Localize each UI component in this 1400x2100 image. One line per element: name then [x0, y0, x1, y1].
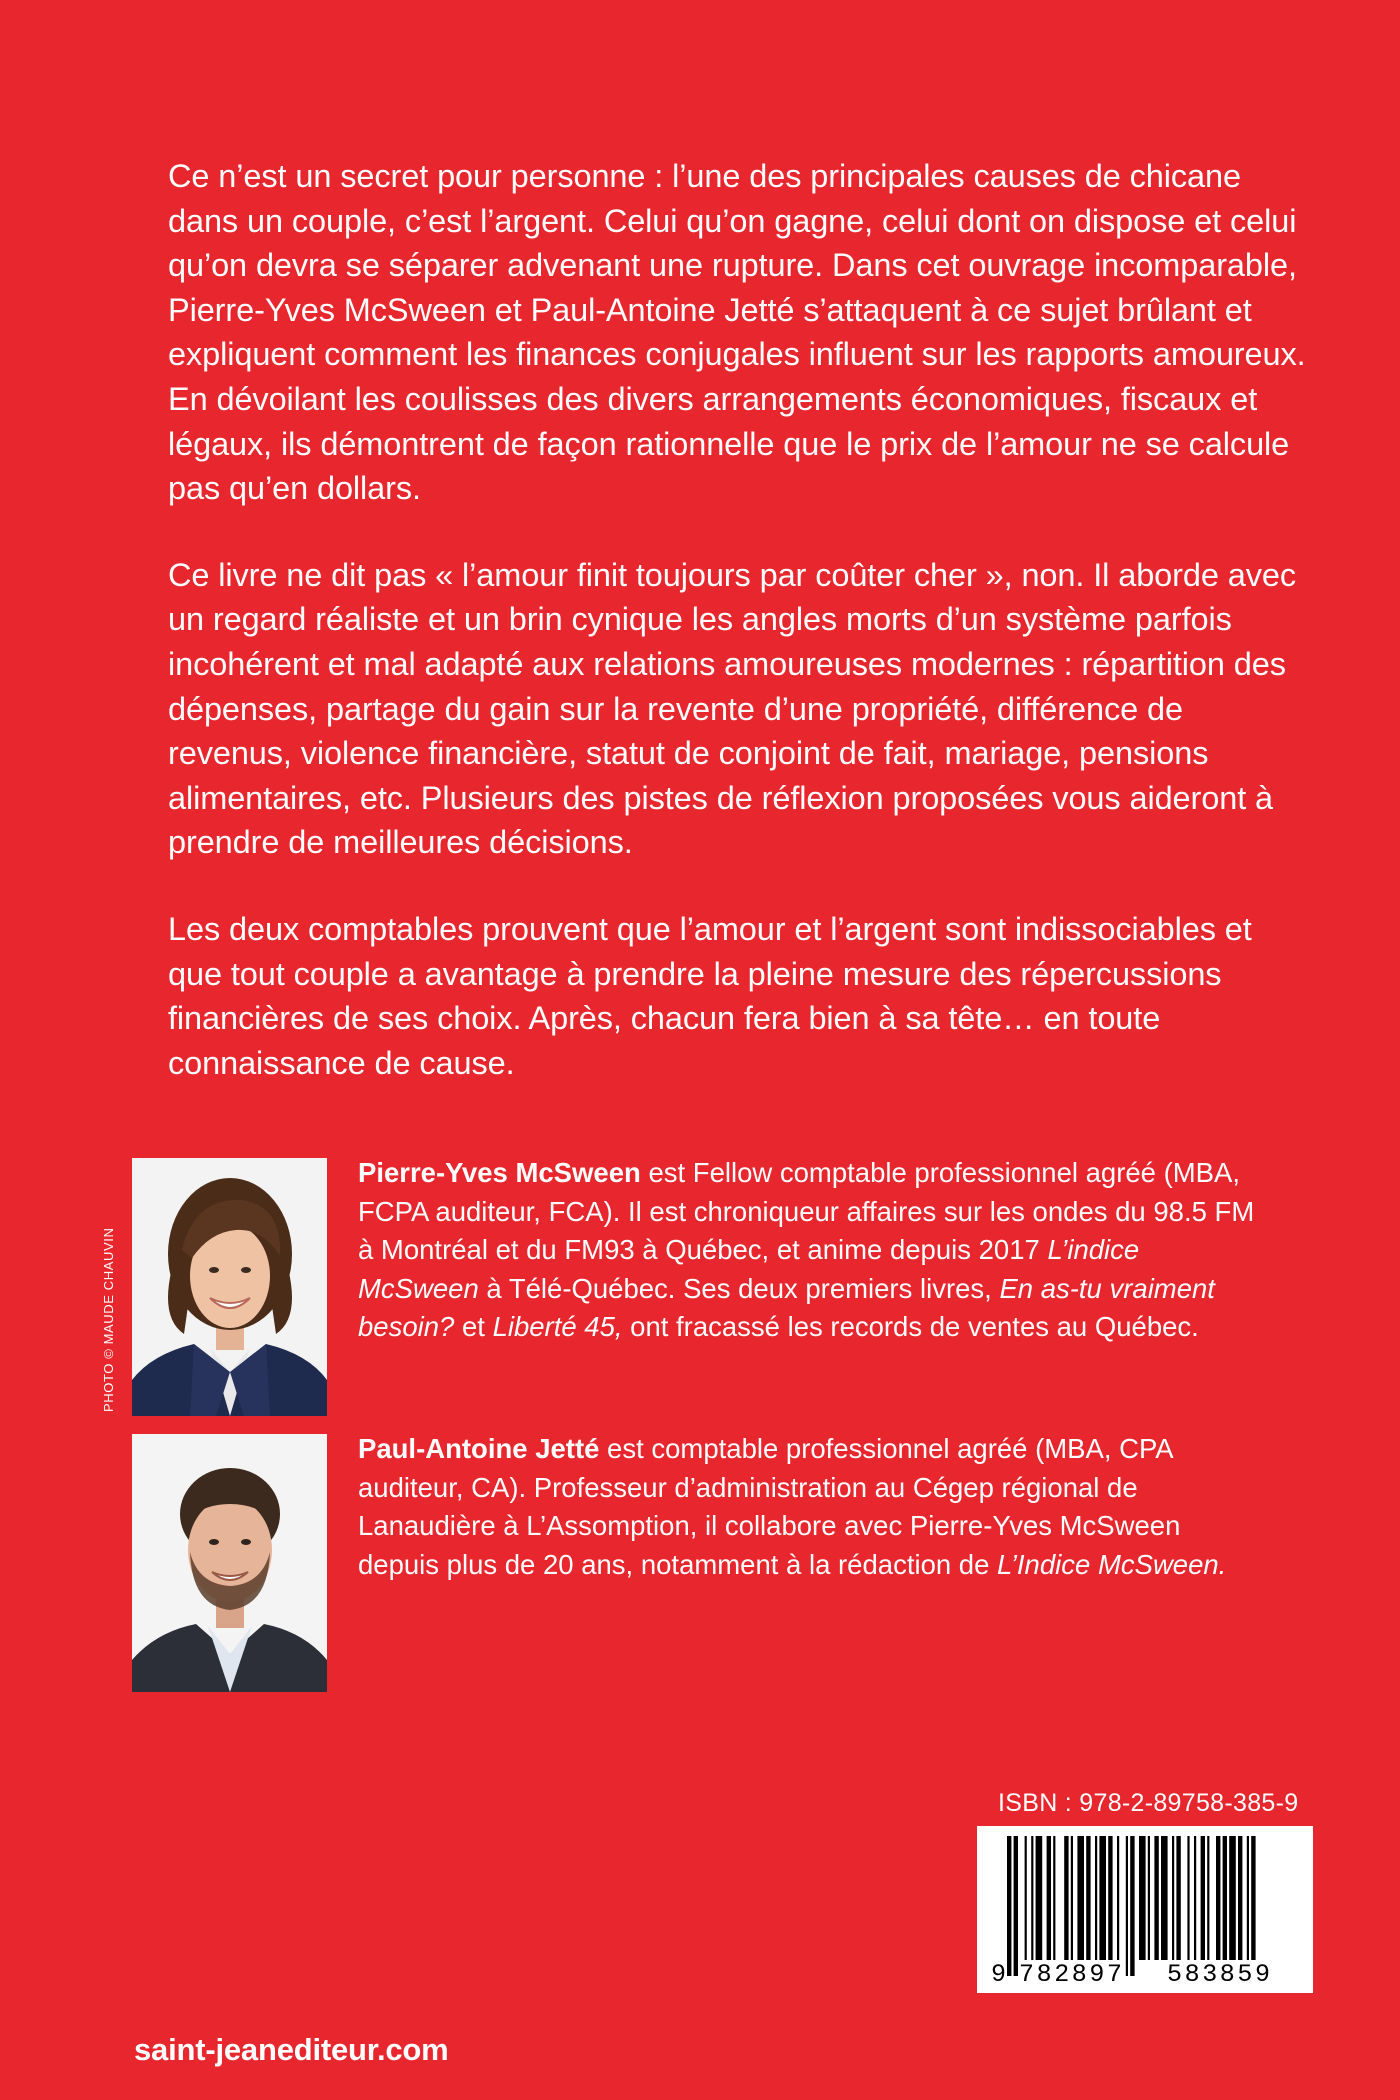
barcode-bar	[1187, 1836, 1189, 1960]
author-name: Paul-Antoine Jetté	[358, 1433, 600, 1464]
author-bio-mcsween: Pierre-Yves McSween est Fellow comptable professionnel agréé (MBA, FCPA auditeur, FCA). Il est chroniqueur affaires sur les ondes du 98.5 FM à Montréal et du FM93 à Québec, et anime depuis 2017 L’indice McSween à Télé-Québec. Ses deux premiers livres, En as-tu vraiment besoin? et Liberté 45, ont fracassé les records de ventes au Québec.	[358, 1157, 1255, 1342]
barcode-bar	[1025, 1836, 1027, 1960]
author-name: Pierre-Yves McSween	[358, 1157, 641, 1188]
author-bio-jette: Paul-Antoine Jetté est comptable professionnel agréé (MBA, CPA auditeur, CA). Professeur d’administration au Cégep régional de Lanaudière à L’Assomption, il collabore avec Pierre-Yves McSween depuis plus de 20 ans, notamment à la rédaction de L’Indice McSween.	[358, 1433, 1227, 1580]
barcode-bar	[1007, 1836, 1011, 1976]
photo-credit: PHOTO © MAUDE CHAUVIN	[101, 1227, 116, 1412]
barcode-bar	[1036, 1836, 1043, 1960]
barcode-bar	[1095, 1836, 1097, 1960]
barcode-bar	[1161, 1836, 1168, 1960]
barcode-bar	[1247, 1836, 1249, 1960]
barcode-bar	[1229, 1836, 1236, 1960]
barcode-bar	[1148, 1836, 1150, 1960]
barcode-bar	[1201, 1836, 1205, 1960]
barcode-bar	[1031, 1836, 1033, 1960]
barcode-bar	[1064, 1836, 1068, 1960]
isbn-label: ISBN : 978-2-89758-385-9	[998, 1789, 1299, 1817]
barcode-bar	[1172, 1836, 1174, 1960]
barcode-first-digit: 9	[991, 1960, 1007, 1989]
show-title: L’indice McSween	[358, 1234, 1140, 1304]
portrait-mcsween-image	[132, 1158, 327, 1416]
barcode-bar	[1047, 1836, 1051, 1960]
author-photo-mcsween	[132, 1158, 327, 1416]
barcode-bar	[1223, 1836, 1227, 1960]
show-title: L’Indice McSween.	[997, 1548, 1227, 1580]
barcode-bar	[1139, 1836, 1146, 1960]
barcode-bar	[1126, 1836, 1128, 1976]
barcode-bar	[1117, 1836, 1119, 1960]
barcode-right-digits: 583859	[1167, 1960, 1273, 1989]
portrait-jette-image	[132, 1434, 327, 1692]
isbn-barcode	[977, 1826, 1313, 1993]
description-paragraph-1: Ce n’est un secret pour personne : l’une des principales causes de chicane dans un couple, c’est l’argent. Celui qu’on gagne, celui dont on dispose et celui qu’on devra se séparer advenant une rupture. Dans cet ouvrage incomparable, Pierre-Yves McSween et Paul-Antoine Jetté s’attaquent à ce sujet brûlant et expliquent comment les finances conjugales influent sur les rapports amoureux. En dévoilant les coulisses des divers arrangements économiques, fiscaux et légaux, ils démontrent de façon rationnelle que le prix de l’amour ne se calcule pas qu’en dollars.	[168, 158, 1306, 507]
description-paragraph-2: Ce livre ne dit pas « l’amour finit toujours par coûter cher », non. Il aborde avec un regard réaliste et un brin cynique les angles morts d’un système parfois incohérent et mal adapté aux relations amoureuses modernes : répartition des dépenses, partage du gain sur la revente d’une propriété, différence de revenus, violence financière, statut de conjoint de fait, mariage, pensions alimentaires, etc. Plusieurs des pistes de réflexion proposées vous aideront à prendre de meilleures décisions.	[168, 556, 1296, 861]
barcode-bar	[1194, 1836, 1196, 1960]
barcode-bar	[1207, 1836, 1209, 1960]
barcode-bar	[1154, 1836, 1158, 1960]
barcode-bar	[1086, 1836, 1090, 1960]
barcode-bar	[1077, 1836, 1084, 1960]
barcode-bar	[1216, 1836, 1220, 1960]
barcode-bar	[1071, 1836, 1073, 1960]
author-photo-jette	[132, 1434, 327, 1692]
book-description	[168, 154, 1308, 1127]
barcode-left-digits: 782897	[1019, 1960, 1125, 1989]
description-paragraph-3: Les deux comptables prouvent que l’amour et l’argent sont indissociables et que tout couple a avantage à prendre la pleine mesure des répercussions financières de ses choix. Après, chacun fera bien à sa tête… en toute connaissance de cause.	[168, 910, 1252, 1081]
barcode-bar	[1251, 1836, 1255, 1960]
barcode-bar	[1130, 1836, 1134, 1976]
barcode-bar	[1014, 1836, 1018, 1976]
barcode-digits	[977, 1960, 1313, 1990]
barcode-bar	[1099, 1836, 1106, 1960]
barcode-bar	[1053, 1836, 1055, 1960]
barcode-bar	[1108, 1836, 1112, 1960]
barcode-bar	[1176, 1836, 1180, 1960]
book-title: En as-tu vraiment besoin?	[358, 1272, 1215, 1342]
book-title: Liberté 45,	[492, 1311, 623, 1342]
barcode-bar	[1238, 1836, 1242, 1960]
publisher-website[interactable]: saint-jeanediteur.com	[134, 2032, 449, 2067]
